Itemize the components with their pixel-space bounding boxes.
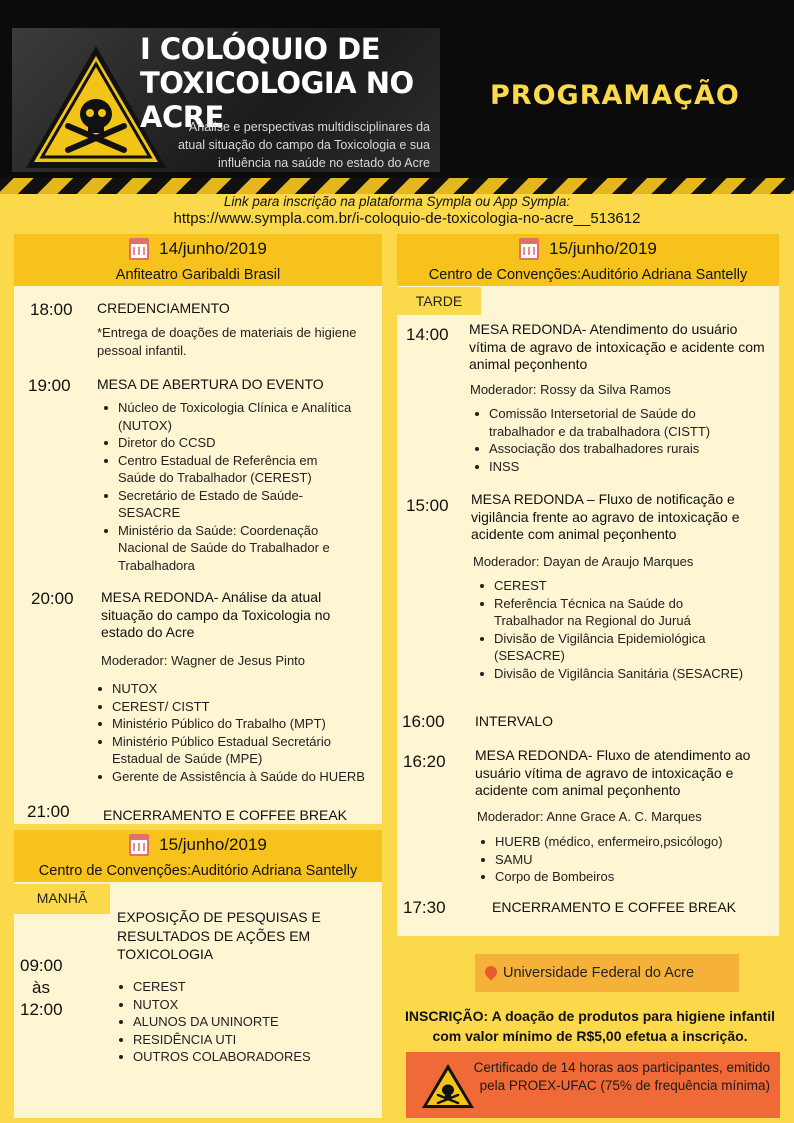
list-item: Corpo de Bombeiros	[480, 868, 770, 886]
session-moderator: Moderador: Wagner de Jesus Pinto	[101, 653, 306, 668]
session-participants	[479, 577, 749, 682]
day2-morning-header	[14, 830, 382, 882]
day2-afternoon-place: Centro de Convenções:Auditório Adriana Santelly	[428, 267, 748, 283]
session-title: CREDENCIAMENTO	[97, 300, 230, 316]
registration-link-label: Link para inscrição na plataforma Sympla ou App Sympla:	[223, 194, 571, 209]
list-item: Associação dos trabalhadores rurais	[474, 440, 754, 458]
session-time: 21:00	[27, 802, 70, 821]
map-pin-icon	[483, 964, 500, 981]
certificate-text: Certificado de 14 horas aos participantes, emitido pela PROEX-UFAC (75% de frequência mínima)	[473, 1060, 770, 1093]
hazard-stripe	[0, 172, 794, 194]
certificate-box	[406, 1052, 780, 1118]
session-time: 14:00	[406, 325, 449, 344]
session-time: 15:00	[406, 496, 449, 515]
list-item: CEREST/ CISTT	[97, 698, 367, 716]
session-participants	[97, 680, 367, 785]
session-participants	[474, 405, 754, 475]
day2-morning-date: 15/junho/2019	[159, 835, 267, 854]
list-item: INSS	[474, 458, 754, 476]
calendar-icon	[519, 238, 539, 260]
list-item: Referência Técnica na Saúde do Trabalhador na Regional do Juruá	[479, 595, 749, 630]
session-title: MESA REDONDA- Atendimento do usuário vítima de agravo de intoxicação e acidente com animal peçonhento	[469, 321, 765, 372]
calendar-icon	[129, 238, 149, 260]
day2-afternoon-header	[397, 234, 779, 286]
list-item: Ministério Público do Trabalho (MPT)	[97, 715, 367, 733]
session-time-separator: às	[32, 978, 50, 997]
session-time: 18:00	[30, 300, 73, 319]
list-item: RESIDÊNCIA UTI	[118, 1031, 358, 1049]
event-title-line2: TOXICOLOGIA NO ACRE	[140, 66, 414, 134]
session-title: EXPOSIÇÃO DE PESQUISAS E RESULTADOS DE AÇÕES EM TOXICOLOGIA	[117, 909, 321, 962]
session-title: MESA REDONDA- Fluxo de atendimento ao usuário vítima de agravo de intoxicação e acidente com animal peçonhento	[475, 747, 751, 798]
header-banner	[0, 0, 794, 172]
hazard-warning-icon	[420, 1062, 476, 1110]
list-item: Diretor do CCSD	[103, 434, 353, 452]
list-item: Ministério Público Estadual Secretário Estadual de Saúde (MPE)	[97, 733, 367, 768]
event-title-line1: I COLÓQUIO DE	[140, 32, 381, 66]
list-item: Divisão de Vigilância Sanitária (SESACRE)	[479, 665, 749, 683]
day1-date: 14/junho/2019	[159, 239, 267, 258]
list-item: OUTROS COLABORADORES	[118, 1048, 358, 1066]
list-item: CEREST	[118, 978, 358, 996]
registration-info: INSCRIÇÃO: A doação de produtos para higiene infantil com valor mínimo de R$5,00 efetua a inscrição.	[405, 1008, 775, 1044]
session-time-start: 09:00	[20, 956, 63, 975]
list-item: HUERB (médico, enfermeiro,psicólogo)	[480, 833, 770, 851]
event-subtitle: Análise e perspectivas multidisciplinares da atual situação do campo da Toxicologia e sua influência na saúde no estado do Acre	[177, 120, 430, 170]
session-moderator: Moderador: Anne Grace A. C. Marques	[477, 809, 702, 824]
list-item: CEREST	[479, 577, 749, 595]
location-name: Universidade Federal do Acre	[503, 965, 695, 981]
session-title: ENCERRAMENTO E COFFEE BREAK	[492, 899, 737, 915]
registration-link[interactable]: https://www.sympla.com.br/i-coloquio-de-toxicologia-no-acre__513612	[173, 210, 641, 227]
location-box	[475, 954, 739, 992]
session-title: MESA REDONDA – Fluxo de notificação e vigilância frente ao agravo de intoxicação e acidente com animal peçonhento	[471, 491, 740, 542]
session-time-end: 12:00	[20, 1000, 63, 1019]
session-moderator: Moderador: Rossy da Silva Ramos	[470, 382, 671, 397]
list-item: Divisão de Vigilância Epidemiológica (SESACRE)	[479, 630, 749, 665]
session-title: MESA REDONDA- Análise da atual situação do campo da Toxicologia no estado do Acre	[101, 589, 331, 640]
session-time: 19:00	[28, 376, 71, 395]
session-moderator: Moderador: Dayan de Araujo Marques	[473, 554, 694, 569]
list-item: NUTOX	[118, 996, 358, 1014]
list-item: ALUNOS DA UNINORTE	[118, 1013, 358, 1031]
session-title: MESA DE ABERTURA DO EVENTO	[97, 376, 324, 392]
session-time: 20:00	[31, 589, 74, 608]
list-item: Ministério da Saúde: Coordenação Nacional de Saúde do Trabalhador e Trabalhadora	[103, 522, 353, 575]
list-item: Centro Estadual de Referência em Saúde do Trabalhador (CEREST)	[103, 452, 353, 487]
day2-morning-place: Centro de Convenções:Auditório Adriana Santelly	[38, 863, 358, 879]
session-participants	[480, 833, 770, 886]
session-title: ENCERRAMENTO E COFFEE BREAK	[103, 807, 348, 823]
shift-tag-tarde: TARDE	[397, 287, 481, 315]
list-item: SAMU	[480, 851, 770, 869]
list-item: Núcleo de Toxicologia Clínica e Analítica (NUTOX)	[103, 399, 353, 434]
day2-afternoon-date: 15/junho/2019	[549, 239, 657, 258]
session-time: 16:20	[403, 752, 446, 771]
day1-header	[14, 234, 382, 286]
shift-tag-manha: MANHÃ	[14, 884, 110, 914]
list-item: Secretário de Estado de Saúde- SESACRE	[103, 487, 353, 522]
programacao-heading: PROGRAMAÇÃO	[490, 80, 740, 111]
list-item: Gerente de Assistência à Saúde do HUERB	[97, 768, 367, 786]
day1-place: Anfiteatro Garibaldi Brasil	[115, 267, 281, 283]
session-note: *Entrega de doações de materiais de higiene pessoal infantil.	[97, 325, 357, 358]
session-time: 17:30	[403, 898, 446, 917]
session-participants	[118, 978, 358, 1066]
list-item: NUTOX	[97, 680, 367, 698]
session-participants	[103, 399, 353, 574]
list-item: Comissão Intersetorial de Saúde do trabalhador e da trabalhadora (CISTT)	[474, 405, 754, 440]
calendar-icon	[129, 834, 149, 856]
session-time: 16:00	[402, 712, 445, 731]
session-title: INTERVALO	[475, 713, 554, 729]
